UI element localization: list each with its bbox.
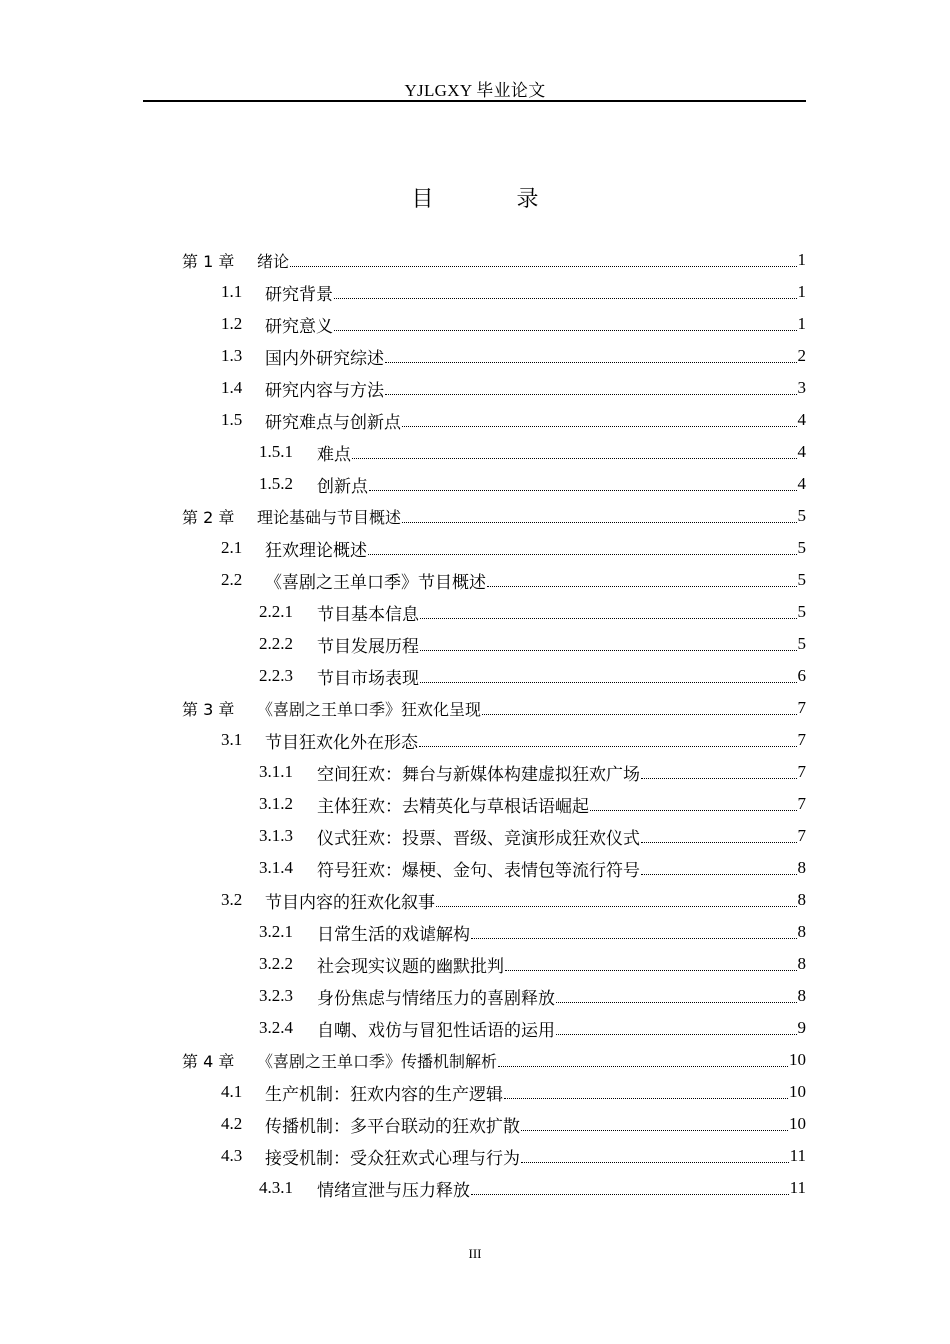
toc-entry-page: 11 [789,1178,806,1197]
toc-entry-number: 3.2.2 [259,954,293,973]
dot-leader [471,1194,789,1195]
toc-entry-number: 2.1 [221,538,243,557]
toc-subsection-entry[interactable] [259,916,806,948]
dot-leader [436,906,797,907]
toc-entry-label: 主体狂欢：去精英化与草根话语崛起 [317,796,589,816]
toc-entry-label: 情绪宣泄与压力释放 [317,1180,470,1200]
toc-entry-number: 3.2.1 [259,922,293,941]
toc-entry-page: 7 [797,826,806,845]
toc-entry-number: 2.2 [221,570,243,589]
toc-entry-number: 3.2 [221,890,243,909]
toc-section-entry[interactable] [221,276,806,308]
toc-section-entry[interactable] [221,372,806,404]
toc-entry-page: 7 [797,794,806,813]
toc-subsection-entry[interactable] [259,1012,806,1044]
toc-section-entry[interactable] [221,724,806,756]
toc-entry-label: 节目市场表现 [317,668,419,688]
toc-entry-label: 难点 [317,444,351,464]
toc-entry-label: 符号狂欢：爆梗、金句、表情包等流行符号 [317,860,640,880]
toc-entry-number: 1.4 [221,378,243,397]
dot-leader [556,1034,797,1035]
toc-entry-page: 8 [797,986,806,1005]
dot-leader [521,1130,788,1131]
toc-entry-page: 5 [797,602,806,621]
toc-entry-page: 5 [797,538,806,557]
toc-entry-number: 第 2 章 [182,507,235,527]
dot-leader [402,426,797,427]
dot-leader [419,746,797,747]
dot-leader [498,1066,788,1067]
toc-entry-label: 自嘲、戏仿与冒犯性话语的运用 [317,1020,555,1040]
toc-entry-page: 5 [797,570,806,589]
toc-entry-label: 狂欢理论概述 [265,540,367,560]
toc-entry-label: 节目发展历程 [317,636,419,656]
toc-entry-label: 社会现实议题的幽默批判 [317,956,504,976]
toc-entry-label: 仪式狂欢：投票、晋级、竞演形成狂欢仪式 [317,828,640,848]
toc-chapter-entry[interactable] [182,244,806,276]
toc-entry-page: 9 [797,1018,806,1037]
toc-entry-page: 1 [797,282,806,301]
toc-entry-label: 《喜剧之王单口季》狂欢化呈现 [257,699,482,719]
toc-entry-page: 1 [797,250,806,269]
toc-entry-number: 2.2.2 [259,634,293,653]
toc-subsection-entry[interactable] [259,1172,806,1204]
toc-entry-label: 创新点 [317,476,368,496]
toc-subsection-entry[interactable] [259,820,806,852]
toc-entry-page: 11 [789,1146,806,1165]
toc-entry-number: 1.3 [221,346,243,365]
toc-subsection-entry[interactable] [259,660,806,692]
toc-entry-page: 10 [789,1114,806,1133]
toc-entry-label: 研究内容与方法 [265,380,384,400]
dot-leader [420,682,797,683]
dot-leader [641,874,797,875]
toc-entry-page: 8 [797,858,806,877]
toc-entry-label: 理论基础与节目概述 [257,507,402,527]
dot-leader [334,298,797,299]
toc-entry-page: 1 [797,314,806,333]
toc-entry-number: 1.5.2 [259,474,293,493]
toc-entry-label: 绪论 [257,251,290,271]
toc-entry-label: 《喜剧之王单口季》节目概述 [265,572,486,592]
toc-entry-label: 《喜剧之王单口季》传播机制解析 [257,1051,498,1071]
toc-section-entry[interactable] [221,884,806,916]
toc-entry-page: 2 [797,346,806,365]
toc-chapter-entry[interactable] [182,500,806,532]
toc-entry-page: 5 [797,634,806,653]
toc-entry-number: 3.1 [221,730,243,749]
toc-entry-page: 8 [797,954,806,973]
toc-entry-page: 8 [797,890,806,909]
dot-leader [504,1098,788,1099]
toc-section-entry[interactable] [221,532,806,564]
dot-leader [420,618,797,619]
dot-leader [368,554,797,555]
toc-section-entry[interactable] [221,340,806,372]
dot-leader [352,458,797,459]
toc-entry-number: 第 1 章 [182,251,235,271]
dot-leader [385,362,797,363]
toc-entry-label: 研究难点与创新点 [265,412,401,432]
toc-section-entry[interactable] [221,564,806,596]
toc-entry-page: 4 [797,410,806,429]
dot-leader [402,522,796,523]
dot-leader [641,778,797,779]
toc-subsection-entry[interactable] [259,852,806,884]
toc-entry-page: 10 [789,1082,806,1101]
dot-leader [290,266,796,267]
toc-entry-label: 接受机制：受众狂欢式心理与行为 [265,1148,520,1168]
toc-subsection-entry[interactable] [259,980,806,1012]
dot-leader [385,394,797,395]
toc-entry-number: 4.3.1 [259,1178,293,1197]
running-header: YJLGXY 毕业论文 [404,81,546,100]
toc-entry-label: 节目狂欢化外在形态 [265,732,418,752]
dot-leader [369,490,797,491]
toc-entry-page: 8 [797,922,806,941]
toc-subsection-entry[interactable] [259,468,806,500]
toc-entry-number: 3.2.4 [259,1018,293,1037]
toc-subsection-entry[interactable] [259,596,806,628]
toc-entry-number: 3.2.3 [259,986,293,1005]
header-rule [143,100,806,102]
dot-leader [482,714,796,715]
toc-chapter-entry[interactable] [182,692,806,724]
toc-subsection-entry[interactable] [259,628,806,660]
page-number: III [468,1246,482,1261]
toc-entry-number: 1.5 [221,410,243,429]
toc-entry-page: 6 [797,666,806,685]
toc-title: 目 录 [411,187,577,212]
toc-entry-label: 国内外研究综述 [265,348,384,368]
toc-entry-page: 4 [797,474,806,493]
dot-leader [590,810,797,811]
toc-subsection-entry[interactable] [259,756,806,788]
dot-leader [521,1162,789,1163]
toc-entry-label: 节目内容的狂欢化叙事 [265,892,435,912]
toc-entry-page: 7 [797,698,806,717]
toc-entry-label: 研究背景 [265,284,333,304]
toc-entry-page: 10 [789,1050,806,1069]
toc-entry-number: 第 3 章 [182,699,235,719]
toc-entry-number: 4.1 [221,1082,243,1101]
toc-entry-number: 3.1.2 [259,794,293,813]
toc-entry-number: 1.1 [221,282,243,301]
dot-leader [420,650,797,651]
toc-section-entry[interactable] [221,1140,806,1172]
toc-entry-page: 4 [797,442,806,461]
toc-subsection-entry[interactable] [259,948,806,980]
toc-subsection-entry[interactable] [259,788,806,820]
toc-section-entry[interactable] [221,404,806,436]
toc-entry-label: 研究意义 [265,316,333,336]
toc-entry-label: 日常生活的戏谑解构 [317,924,470,944]
toc-entry-number: 1.2 [221,314,243,333]
toc-section-entry[interactable] [221,308,806,340]
toc-subsection-entry[interactable] [259,436,806,468]
toc-entry-number: 2.2.1 [259,602,293,621]
toc-chapter-entry[interactable] [182,1044,806,1076]
toc-entry-number: 2.2.3 [259,666,293,685]
dot-leader [641,842,797,843]
dot-leader [487,586,797,587]
toc-entry-label: 空间狂欢：舞台与新媒体构建虚拟狂欢广场 [317,764,640,784]
toc-entry-label: 身份焦虑与情绪压力的喜剧释放 [317,988,555,1008]
toc-entry-number: 4.3 [221,1146,243,1165]
toc-entry-number: 1.5.1 [259,442,293,461]
toc-entry-page: 7 [797,762,806,781]
toc-entry-page: 7 [797,730,806,749]
dot-leader [334,330,797,331]
toc-section-entry[interactable] [221,1076,806,1108]
toc-section-entry[interactable] [221,1108,806,1140]
toc-entry-page: 3 [797,378,806,397]
dot-leader [556,1002,797,1003]
toc-entry-number: 第 4 章 [182,1051,235,1071]
dot-leader [505,970,797,971]
toc-entry-number: 3.1.4 [259,858,293,877]
toc-entry-number: 3.1.3 [259,826,293,845]
toc-entry-page: 5 [797,506,806,525]
toc-entry-label: 生产机制：狂欢内容的生产逻辑 [265,1084,503,1104]
dot-leader [471,938,797,939]
toc-entry-label: 节目基本信息 [317,604,419,624]
toc-entry-number: 3.1.1 [259,762,293,781]
toc-entry-label: 传播机制：多平台联动的狂欢扩散 [265,1116,520,1136]
toc-entry-number: 4.2 [221,1114,243,1133]
